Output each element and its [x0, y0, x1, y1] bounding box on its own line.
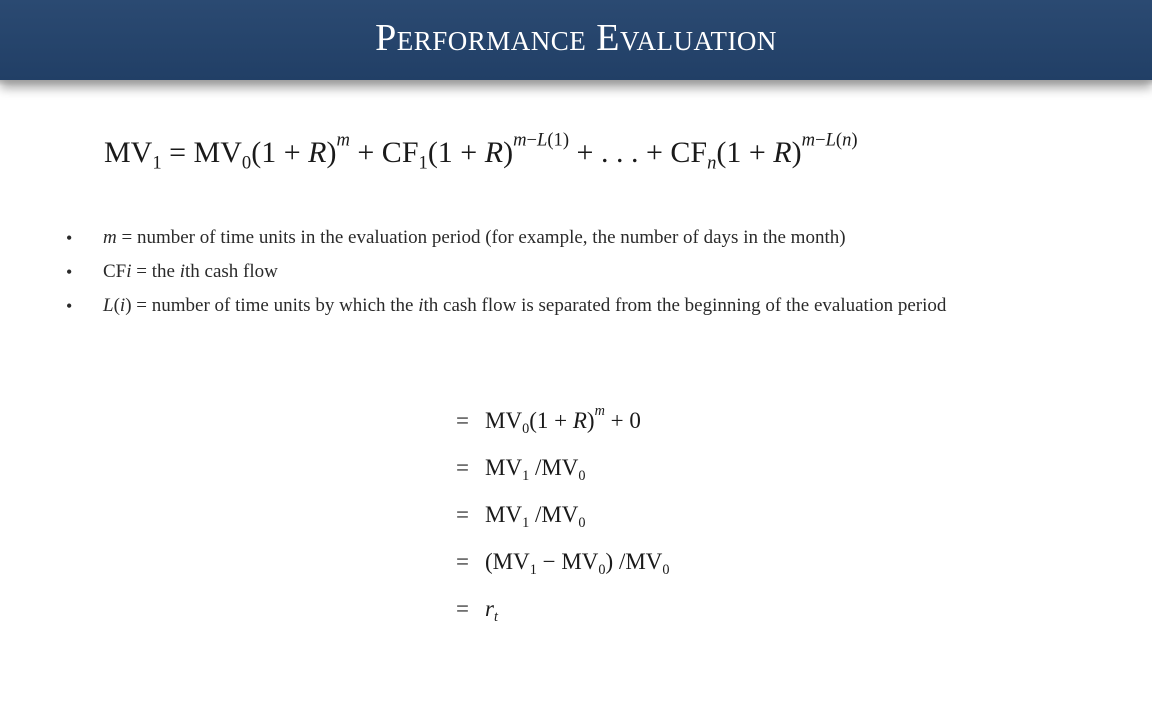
- definition-li: • L(i) = number of time units by which the ith cash flow is separated from the beginning of the evaluation period: [66, 292, 1096, 320]
- slide-title: Performance Evaluation: [375, 17, 777, 59]
- title-bar: [0, 0, 1152, 80]
- definition-list: [66, 224, 1096, 326]
- definition-m: • m = number of time units in the evaluation period (for example, the number of days in the month): [66, 224, 1096, 252]
- main-equation: $MV_1 = MV_0(1 + R)^m + CF_1(1 + R)^{m-L(1)}$ + . . . + $CF_n(1 + R)^{m-L(n)}$: [104, 129, 858, 174]
- definition-cfi: • CFi = the ith cash flow: [66, 258, 1096, 286]
- slide: Performance Evaluation $MV_1 = MV_0(1 + R)^m + CF_1(1 + R)^{m-L(1)}$ + . . . + $CF_n(1 + R)^{m-L(n)}$ • m = number of time units in the evaluation period (for example, the number of days in the month) • CFi = the ith cash flow • L(i) = number of time units by which the ith cash flow is separated from the beginning of the evaluation period = $MV_0(1 + R)^m + 0$ = $MV_1$ $/MV_0$ = $MV_1$ $/MV_0$ = $(MV_1 - MV_0)$ $/MV_0$ = $r_t$: [0, 0, 1152, 720]
